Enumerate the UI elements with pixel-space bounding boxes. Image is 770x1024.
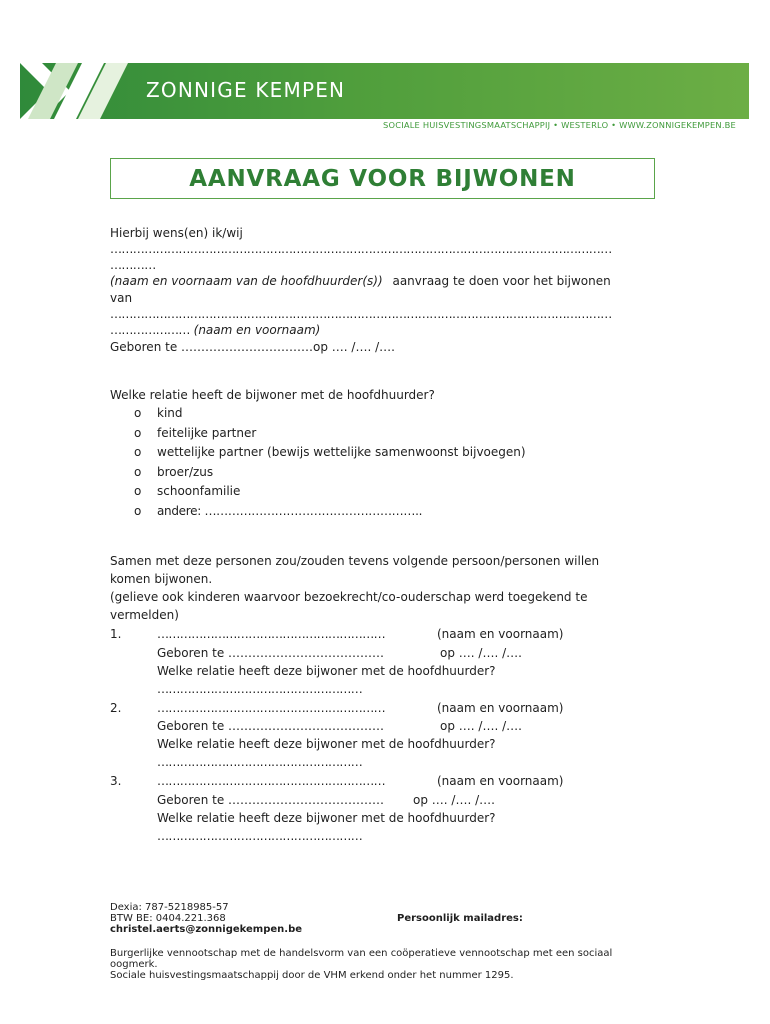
option-label-andere[interactable]: andere: ……………………………………………….. [157,504,423,518]
footer-legal-1: Burgerlijke vennootschap met de handelsvorm van een coöperatieve vennootschap met een sociaal [110,948,613,959]
header-tagline: SOCIALE HUISVESTINGSMAATSCHAPPIJ • WESTERLO • WWW.ZONNIGEKEMPEN.BE [383,120,736,130]
footer-dexia: Dexia: 787-5218985-57 [110,902,229,913]
person-3-name-field[interactable]: …………………………………………………… [157,774,386,788]
intro-line: Hierbij wens(en) ik/wij [110,226,243,240]
person-2-relation-field[interactable]: ……………………………………………… [157,755,363,769]
title-box [110,158,655,199]
person-1-relation-field[interactable]: ……………………………………………… [157,682,363,696]
hint-hoofdhuurder: (naam en voornaam van de hoofdhuurder(s)) [110,274,383,288]
name-label: (naam en voornaam) [437,627,564,641]
footer-legal-3: Sociale huisvestingsmaatschappij door de VHM erkend onder het nummer 1295. [110,970,514,981]
person-1-date-field[interactable]: op …. /…. /…. [440,646,522,660]
additional-intro-2: komen bijwonen. [110,572,213,586]
brand-name: ZONNIGE KEMPEN [146,78,346,102]
page-title: AANVRAAG VOOR BIJWONEN [189,165,576,192]
relation-question: Welke relatie heeft de bijwoner met de hoofdhuurder? [110,388,435,402]
relation-question: Welke relatie heeft deze bijwoner met de hoofdhuurder? [157,811,496,825]
person-number: 2. [110,701,122,715]
option-label: broer/zus [157,465,214,479]
logo-chevrons-icon [20,63,150,119]
hint-line-2 [110,321,320,339]
additional-intro-1: Samen met deze personen zou/zouden tevens volgende persoon/personen willen [110,554,600,568]
footer-legal-2: oogmerk. [110,959,158,970]
footer-personal-mail [397,913,523,924]
person-1-born-field[interactable]: Geboren te ………………………………… [157,646,385,660]
name-label: (naam en voornaam) [437,774,564,788]
fill-line-bijwoner[interactable]: …………………………………………………………………………………………………………………… [110,307,612,321]
option-label: kind [157,406,183,420]
checkbox-kind[interactable]: o [134,406,142,420]
option-label: feitelijke partner [157,426,257,440]
additional-intro-4: vermelden) [110,608,179,622]
fill-line-hoofdhuurder-cont[interactable]: ………… [110,258,156,272]
request-text: aanvraag te doen voor het bijwonen [392,274,611,288]
person-3-born-field[interactable]: Geboren te ………………………………… [157,793,385,807]
person-2-name-field[interactable]: …………………………………………………… [157,701,386,715]
person-2-born-field[interactable]: Geboren te ………………………………… [157,719,385,733]
hint-line-1 [110,272,611,290]
checkbox-wettelijke-partner[interactable]: o [134,445,142,459]
checkbox-feitelijke-partner[interactable]: o [134,426,142,440]
additional-intro-3: (gelieve ook kinderen waarvoor bezoekrecht/co-ouderschap werd toegekend te [110,590,588,604]
person-number: 3. [110,774,122,788]
person-3-relation-field[interactable]: ……………………………………………… [157,829,363,843]
person-number: 1. [110,627,122,641]
person-3-date-field[interactable]: op …. /…. /…. [413,793,495,807]
relation-question: Welke relatie heeft deze bijwoner met de hoofdhuurder? [157,737,496,751]
checkbox-schoonfamilie[interactable]: o [134,484,142,498]
checkbox-andere[interactable]: o [134,504,142,518]
hint-bijwoner: (naam en voornaam) [193,323,321,337]
checkbox-broer-zus[interactable]: o [134,465,142,479]
van-text: van [110,291,133,305]
footer-btw: BTW BE: 0404.221.368 [110,913,226,924]
option-label: wettelijke partner (bewijs wettelijke samenwoonst bijvoegen) [157,445,526,459]
born-line[interactable]: Geboren te ……………………………op …. /…. /…. [110,340,395,354]
person-1-name-field[interactable]: …………………………………………………… [157,627,386,641]
person-2-date-field[interactable]: op …. /…. /…. [440,719,522,733]
fill-line-hoofdhuurder[interactable]: …………………………………………………………………………………………………………………… [110,242,612,256]
fill-line-bijwoner-cont[interactable]: ………………… [110,323,190,337]
footer-email-link[interactable]: christel.aerts@zonnigekempen.be [110,924,303,935]
option-label: schoonfamilie [157,484,241,498]
personal-mail-label: Persoonlijk mailadres: [397,913,523,924]
name-label: (naam en voornaam) [437,701,564,715]
relation-question: Welke relatie heeft deze bijwoner met de hoofdhuurder? [157,664,496,678]
header-banner [20,63,749,119]
